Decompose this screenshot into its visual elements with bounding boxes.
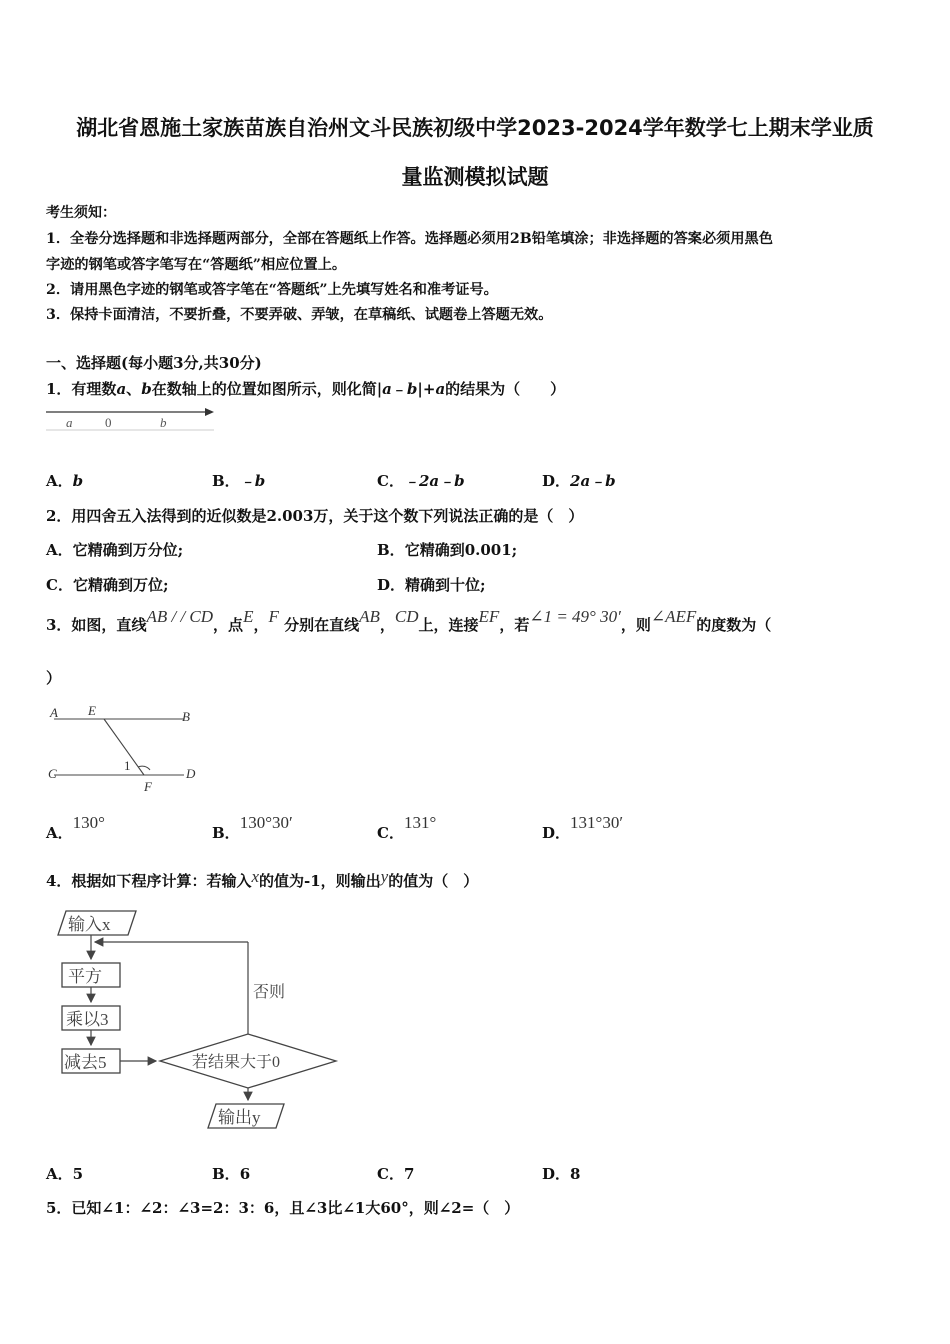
axis-label-b: b <box>160 415 167 430</box>
q3-option-a[interactable]: A．130° <box>46 813 105 842</box>
q1-option-a[interactable]: A．b <box>46 472 84 490</box>
q1-option-c[interactable]: C．﹣2a﹣b <box>377 472 465 490</box>
q2-option-b[interactable]: B．它精确到0.001; <box>377 541 518 559</box>
question-4-stem: 4．根据如下程序计算：若输入x的值为-1，则输出y的值为（ ） <box>46 867 479 890</box>
q4-option-b[interactable]: B．6 <box>212 1165 251 1183</box>
program-flowchart <box>44 902 344 1134</box>
q2-option-c[interactable]: C．它精确到万位; <box>46 576 169 594</box>
fig-label-a: A <box>50 705 58 720</box>
q4-option-d[interactable]: D．8 <box>542 1165 581 1183</box>
flow-times3-label: 乘以3 <box>66 1010 109 1029</box>
section-heading: 一、选择题(每小题3分,共30分) <box>46 354 262 372</box>
notice-item-2: 2．请用黑色字迹的钢笔或答字笔在“答题纸”上先填写姓名和准考证号。 <box>46 282 498 298</box>
flow-else-label: 否则 <box>253 984 286 1001</box>
fig-label-b: B <box>182 709 190 724</box>
notice-item-1b: 字迹的钢笔或答字笔写在“答题纸”相应位置上。 <box>46 257 347 273</box>
fig-label-angle-1: 1 <box>124 758 131 773</box>
q1-option-b[interactable]: B．﹣b <box>212 472 266 490</box>
q2-option-d[interactable]: D．精确到十位; <box>377 576 486 594</box>
fig-label-c: C <box>48 766 57 781</box>
page-title-line-2: 量监测模拟试题 <box>401 165 549 189</box>
question-3-stem: 3．如图，直线AB / / CD，点E，F 分别在直线AB，CD上，连接EF，若∠1 = 49° 30′，则∠AEF的度数为（ <box>46 607 772 634</box>
question-1-stem: 1．有理数a、b在数轴上的位置如图所示，则化简|a﹣b|+a的结果为（ ） <box>46 380 566 398</box>
q3-option-d[interactable]: D．131°30′ <box>542 813 624 842</box>
flow-output-label: 输出y <box>218 1108 261 1127</box>
question-3-stem-end: ） <box>46 669 62 687</box>
notice-item-1a: 1．全卷分选择题和非选择题两部分，全部在答题纸上作答。选择题必须用2B铅笔填涂；非选择题的答案必须用黑色 <box>46 231 773 247</box>
flow-decision-label: 若结果大于0 <box>192 1054 281 1071</box>
number-line-figure <box>44 402 219 434</box>
page-title-line-1: 湖北省恩施土家族苗族自治州文斗民族初级中学2023-2024学年数学七上期末学业质 <box>76 116 874 140</box>
flow-minus5-label: 减去5 <box>64 1053 107 1072</box>
flow-input-label: 输入x <box>68 915 111 934</box>
axis-label-a: a <box>66 415 73 430</box>
question-5-stem: 5．已知∠1：∠2：∠3=2：3：6，且∠3比∠1大60°，则∠2=（ ） <box>46 1199 520 1217</box>
fig-label-e: E <box>88 703 96 718</box>
q1-option-d[interactable]: D．2a﹣b <box>542 472 616 490</box>
question-2-stem: 2．用四舍五入法得到的近似数是2.003万，关于这个数下列说法正确的是（ ） <box>46 507 584 525</box>
q2-option-a[interactable]: A．它精确到万分位; <box>46 541 184 559</box>
q4-option-c[interactable]: C．7 <box>377 1165 415 1183</box>
q3-option-b[interactable]: B．130°30′ <box>212 813 293 842</box>
notice-heading: 考生须知： <box>46 205 116 221</box>
fig-label-f: F <box>144 779 152 794</box>
q4-option-a[interactable]: A．5 <box>46 1165 84 1183</box>
parallel-lines-figure <box>44 700 209 796</box>
axis-label-zero: 0 <box>105 415 112 430</box>
q3-option-c[interactable]: C．131° <box>377 813 437 842</box>
notice-item-3: 3．保持卡面清洁，不要折叠，不要弄破、弄皱，在草稿纸、试题卷上答题无效。 <box>46 307 553 323</box>
flow-square-label: 平方 <box>68 967 102 986</box>
fig-label-d: D <box>186 766 196 781</box>
